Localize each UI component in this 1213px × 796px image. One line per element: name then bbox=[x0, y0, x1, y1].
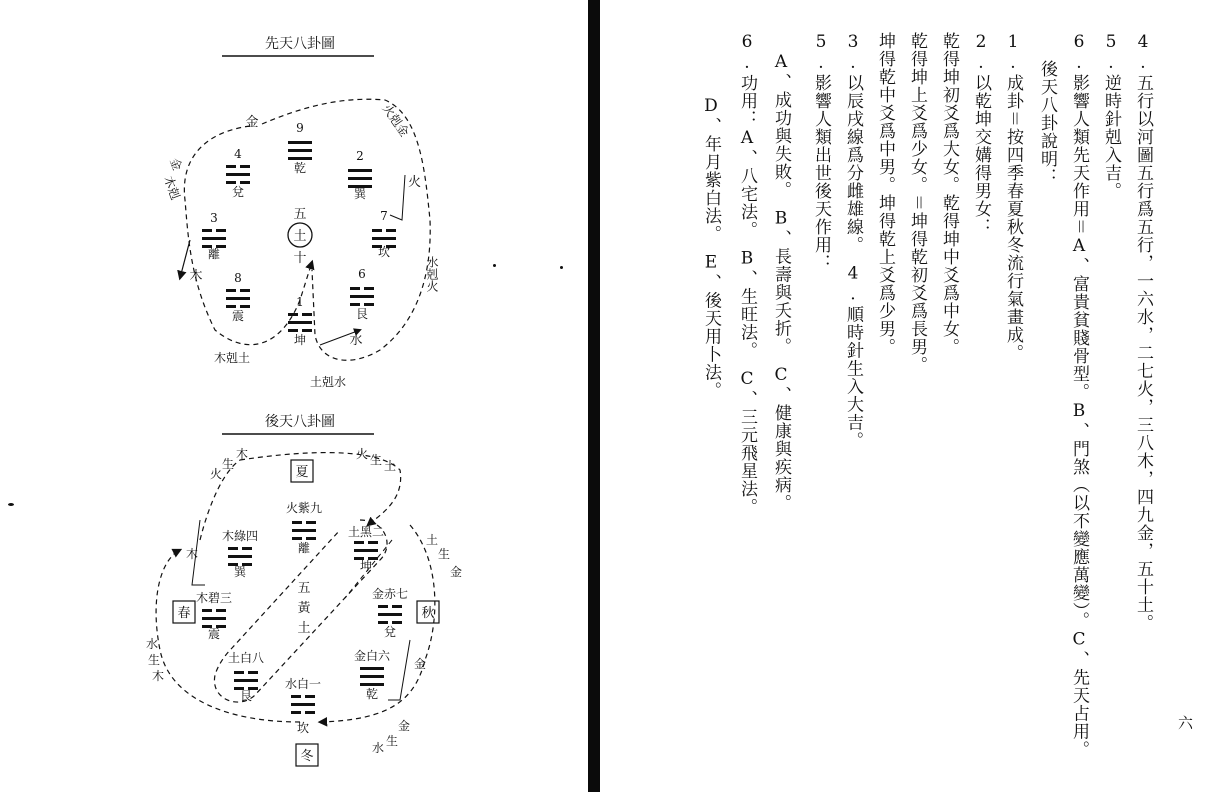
svg-text:春: 春 bbox=[177, 606, 191, 621]
svg-text:土: 土 bbox=[293, 229, 307, 244]
svg-text:火: 火 bbox=[210, 467, 223, 481]
svg-text:木: 木 bbox=[186, 547, 199, 561]
svg-text:乾: 乾 bbox=[365, 687, 379, 701]
xt-trigram-zhen bbox=[226, 271, 250, 323]
svg-text:9: 9 bbox=[296, 121, 304, 135]
scan-speck bbox=[493, 264, 496, 267]
svg-text:坤: 坤 bbox=[293, 333, 307, 347]
section-heading: 後天八卦說明： bbox=[1037, 60, 1057, 186]
svg-text:木剋土: 木剋土 bbox=[213, 351, 251, 365]
svg-text:黃: 黃 bbox=[297, 601, 311, 616]
ht-trigram-li bbox=[286, 500, 322, 555]
svg-text:8: 8 bbox=[234, 271, 242, 285]
svg-text:土: 土 bbox=[426, 533, 439, 547]
svg-text:木綠四: 木綠四 bbox=[221, 529, 259, 543]
xt-center bbox=[288, 207, 312, 266]
svg-text:五: 五 bbox=[297, 581, 311, 596]
season-winter bbox=[296, 744, 318, 766]
ht-trigram-kan bbox=[285, 676, 321, 735]
svg-text:木: 木 bbox=[152, 669, 165, 683]
svg-text:金白六: 金白六 bbox=[353, 649, 391, 663]
svg-text:震: 震 bbox=[231, 309, 245, 323]
text-column: 1.成卦＝按四季春夏秋冬流行氣畫成。 bbox=[1003, 32, 1023, 362]
svg-text:生: 生 bbox=[438, 547, 451, 561]
svg-text:木: 木 bbox=[189, 269, 203, 284]
svg-text:生: 生 bbox=[148, 653, 161, 667]
svg-text:金: 金 bbox=[398, 719, 411, 733]
svg-text:木: 木 bbox=[236, 447, 249, 461]
svg-text:水: 水 bbox=[146, 637, 159, 651]
bottom-diagram-title: 後天八卦圖 bbox=[265, 414, 335, 430]
svg-text:兌: 兌 bbox=[383, 625, 397, 639]
ht-trigram-gen bbox=[228, 650, 264, 703]
xt-trigram-xun bbox=[348, 149, 372, 201]
svg-text:巽: 巽 bbox=[233, 565, 247, 579]
svg-text:土: 土 bbox=[384, 459, 397, 473]
svg-text:3: 3 bbox=[210, 211, 218, 225]
text-column: A、成功與失敗。 B、長壽與夭折。 C、健康與疾病。 bbox=[771, 52, 791, 512]
left-page bbox=[0, 0, 588, 792]
page-number: 六 bbox=[1178, 714, 1194, 732]
ht-center bbox=[297, 581, 311, 636]
xt-trigram-kun bbox=[288, 295, 312, 347]
svg-text:生: 生 bbox=[222, 457, 235, 471]
svg-text:水剋火: 水剋火 bbox=[425, 256, 439, 292]
svg-text:金: 金 bbox=[245, 115, 259, 130]
svg-text:木剋: 木剋 bbox=[161, 174, 183, 202]
svg-text:十: 十 bbox=[293, 251, 307, 266]
svg-text:生: 生 bbox=[386, 734, 399, 748]
season-spring bbox=[173, 601, 195, 623]
svg-text:艮: 艮 bbox=[355, 307, 369, 321]
text-column: 4.五行以河圖五行爲五行，一六水，二七火，三八木，四九金，五十土。 bbox=[1133, 32, 1153, 632]
svg-text:2: 2 bbox=[356, 149, 364, 163]
svg-text:坤: 坤 bbox=[359, 559, 373, 573]
svg-text:坎: 坎 bbox=[296, 721, 310, 735]
svg-text:火: 火 bbox=[408, 175, 422, 190]
svg-text:冬: 冬 bbox=[300, 749, 314, 764]
svg-text:6: 6 bbox=[358, 267, 366, 281]
svg-text:金: 金 bbox=[450, 565, 463, 579]
ht-trigram-xun bbox=[222, 528, 258, 579]
svg-text:離: 離 bbox=[207, 247, 221, 261]
svg-text:土白八: 土白八 bbox=[227, 651, 265, 665]
svg-text:金赤七: 金赤七 bbox=[371, 587, 409, 601]
svg-text:夏: 夏 bbox=[295, 465, 309, 480]
svg-text:五: 五 bbox=[293, 207, 307, 222]
svg-text:離: 離 bbox=[297, 541, 311, 555]
scan-speck bbox=[8, 503, 14, 506]
svg-text:1: 1 bbox=[296, 295, 304, 309]
season-summer bbox=[291, 460, 313, 482]
xt-trigram-li bbox=[202, 211, 226, 261]
svg-text:震: 震 bbox=[207, 627, 221, 641]
svg-text:火: 火 bbox=[356, 447, 369, 461]
svg-text:艮: 艮 bbox=[239, 689, 253, 703]
svg-text:木碧三: 木碧三 bbox=[195, 591, 233, 605]
bagua-diagrams bbox=[0, 0, 588, 792]
svg-text:土黑二: 土黑二 bbox=[347, 525, 385, 539]
svg-text:水: 水 bbox=[349, 333, 363, 348]
svg-text:4: 4 bbox=[234, 147, 242, 161]
svg-text:乾: 乾 bbox=[293, 161, 307, 175]
ht-trigram-zhen bbox=[196, 590, 232, 641]
xt-trigram-qian bbox=[288, 121, 312, 175]
text-column: D、年月紫白法。 E、後天用卜法。 bbox=[701, 96, 721, 400]
text-column: 5.逆時針剋入吉。 bbox=[1101, 32, 1121, 200]
xt-trigram-dui bbox=[226, 147, 250, 199]
text-column: 6.功用：A、八宅法。 B、生旺法。 C、三元飛星法。 bbox=[737, 32, 757, 516]
scan-speck bbox=[560, 266, 563, 269]
svg-text:火紫九: 火紫九 bbox=[285, 501, 323, 515]
svg-text:金: 金 bbox=[414, 657, 427, 671]
text-column: 乾得坤上爻爲少女。＝坤得乾初爻爲長男。 bbox=[907, 32, 927, 374]
right-page bbox=[600, 0, 1213, 792]
text-column: 5.影響人類出世後天作用： bbox=[811, 32, 831, 272]
text-column: 乾得坤初爻爲大女。乾得坤中爻爲中女。 bbox=[939, 32, 959, 356]
svg-text:水白一: 水白一 bbox=[284, 677, 322, 691]
text-column: 6.影響人類先天作用＝A、富貴貧賤骨型。B、門煞（以不變應萬變）。C、先天占用。 bbox=[1069, 32, 1089, 759]
text-column: 2.以乾坤交媾得男女： bbox=[971, 32, 991, 236]
ht-trigram-kun bbox=[348, 524, 384, 573]
ht-trigram-dui bbox=[372, 586, 408, 639]
svg-text:兌: 兌 bbox=[231, 185, 245, 199]
top-diagram-title: 先天八卦圖 bbox=[265, 36, 335, 52]
season-autumn bbox=[417, 601, 439, 623]
svg-text:坎: 坎 bbox=[377, 245, 391, 259]
text-column: 3.以辰戌線爲分雌雄線。 4.順時針生入大吉。 bbox=[843, 32, 863, 450]
svg-text:火剋金: 火剋金 bbox=[379, 101, 412, 140]
svg-text:水: 水 bbox=[372, 741, 385, 755]
book-gutter bbox=[588, 0, 600, 792]
ht-trigram-qian bbox=[354, 648, 391, 701]
text-column: 坤得乾中爻爲中男。坤得乾上爻爲少男。 bbox=[875, 32, 895, 356]
svg-text:土: 土 bbox=[297, 621, 311, 636]
svg-text:秋: 秋 bbox=[421, 606, 435, 621]
svg-text:7: 7 bbox=[380, 209, 388, 223]
svg-text:生: 生 bbox=[370, 453, 383, 467]
svg-text:巽: 巽 bbox=[353, 187, 367, 201]
xt-trigram-gen bbox=[350, 267, 374, 321]
svg-text:土剋水: 土剋水 bbox=[309, 375, 347, 389]
svg-text:金: 金 bbox=[167, 156, 185, 173]
